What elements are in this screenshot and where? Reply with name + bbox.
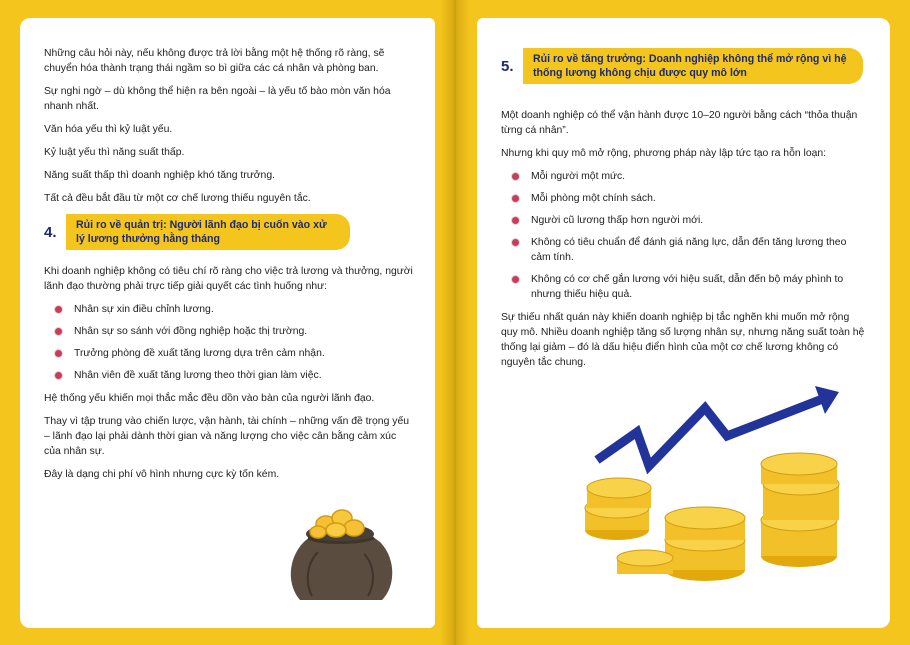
bullet-dot-icon	[511, 238, 520, 247]
list-item: Nhân sự xin điều chỉnh lương.	[54, 302, 414, 317]
bullet-dot-icon	[511, 275, 520, 284]
list-item: Mỗi phòng một chính sách.	[511, 191, 867, 206]
book-gutter	[440, 0, 470, 645]
bullet-dot-icon	[511, 194, 520, 203]
money-bag-icon	[282, 500, 402, 610]
paragraph: Đây là dạng chi phí vô hình nhưng cực kỳ tốn kém.	[44, 469, 280, 480]
section-number: 4.	[44, 223, 57, 241]
paragraph: Kỷ luật yếu thì năng suất thấp.	[44, 147, 185, 158]
paragraph: Văn hóa yếu thì kỷ luật yếu.	[44, 124, 173, 135]
bullet-dot-icon	[54, 305, 63, 314]
bullet-dot-icon	[511, 172, 520, 181]
section-title: Rủi ro về quản trị: Người lãnh đạo bị cuốn vào xử lý lương thưởng hằng tháng	[66, 214, 350, 250]
paragraph: Sự thiếu nhất quán này khiến doanh nghiệp bị tắc nghẽn khi muốn mở rộng quy mô. Nhiều doanh nghiệp tăng số lượng nhân sự, nhưng năng suất toàn hệ thống lại giảm – đó là dấu hiệu điển hình của một cơ chế lương không có nguyên tắc chung.	[501, 312, 865, 368]
list-item: Không có tiêu chuẩn để đánh giá năng lực, dẫn đến tăng lương theo cảm tính.	[511, 235, 867, 265]
paragraph: Những câu hỏi này, nếu không được trả lời bằng một hệ thống rõ ràng, sẽ chuyển hóa thành trạng thái ngầm so bì giữa các cá nhân và phòng ban.	[44, 48, 385, 74]
section-number: 5.	[501, 57, 514, 75]
paragraph: Nhưng khi quy mô mở rộng, phương pháp này lập tức tạo ra hỗn loạn:	[501, 148, 827, 159]
bullet-dot-icon	[54, 371, 63, 380]
coins-growth-arrow-icon	[577, 380, 867, 590]
coin-stack-right	[761, 453, 839, 567]
paragraph: Hệ thống yếu khiến mọi thắc mắc đều dồn vào bàn của người lãnh đạo.	[44, 393, 375, 404]
bullet-dot-icon	[511, 216, 520, 225]
coin-stack-left	[585, 478, 651, 540]
list-item: Trưởng phòng đề xuất tăng lương dựa trên cảm nhận.	[54, 346, 414, 361]
paragraph: Thay vì tập trung vào chiến lược, vận hành, tài chính – những vấn đề trọng yếu – lãnh đạo lại phải dành thời gian và năng lượng cho việc cân bằng cảm xúc của nhân sự.	[44, 416, 409, 457]
section-title: Rủi ro về tăng trưởng: Doanh nghiệp không thể mở rộng vì hệ thống lương không chịu được quy mô lớn	[523, 48, 863, 84]
section-heading-4	[44, 214, 414, 250]
list-item: Mỗi người một mức.	[511, 169, 867, 184]
section-heading-5	[501, 48, 867, 84]
right-page-content	[501, 48, 867, 378]
paragraph: Tất cả đều bắt đầu từ một cơ chế lương thiếu nguyên tắc.	[44, 193, 311, 204]
paragraph: Năng suất thấp thì doanh nghiệp khó tăng trưởng.	[44, 170, 275, 181]
right-page	[477, 18, 890, 628]
list-item: Nhân viên đề xuất tăng lương theo thời gian làm việc.	[54, 368, 414, 383]
list-item: Nhân sự so sánh với đồng nghiệp hoặc thị trường.	[54, 324, 414, 339]
bullet-dot-icon	[54, 327, 63, 336]
left-page	[20, 18, 435, 628]
list-item: Người cũ lương thấp hơn người mới.	[511, 213, 867, 228]
bullet-list	[44, 302, 414, 383]
list-item: Không có cơ chế gắn lương với hiệu suất, dẫn đến bộ máy phình to nhưng thiếu hiệu quả.	[511, 272, 867, 302]
paragraph: Một doanh nghiệp có thể vận hành được 10–20 người bằng cách “thỏa thuận từng cá nhân”.	[501, 110, 858, 136]
paragraph: Khi doanh nghiệp không có tiêu chí rõ ràng cho việc trả lương và thưởng, người lãnh đạo thường phải trực tiếp giải quyết các tình huống như:	[44, 266, 413, 292]
paragraph: Sự nghi ngờ – dù không thể hiện ra bên ngoài – là yếu tố bào mòn văn hóa nhanh nhất.	[44, 86, 391, 112]
bullet-list	[501, 169, 867, 302]
bullet-dot-icon	[54, 349, 63, 358]
left-page-content	[44, 46, 414, 490]
